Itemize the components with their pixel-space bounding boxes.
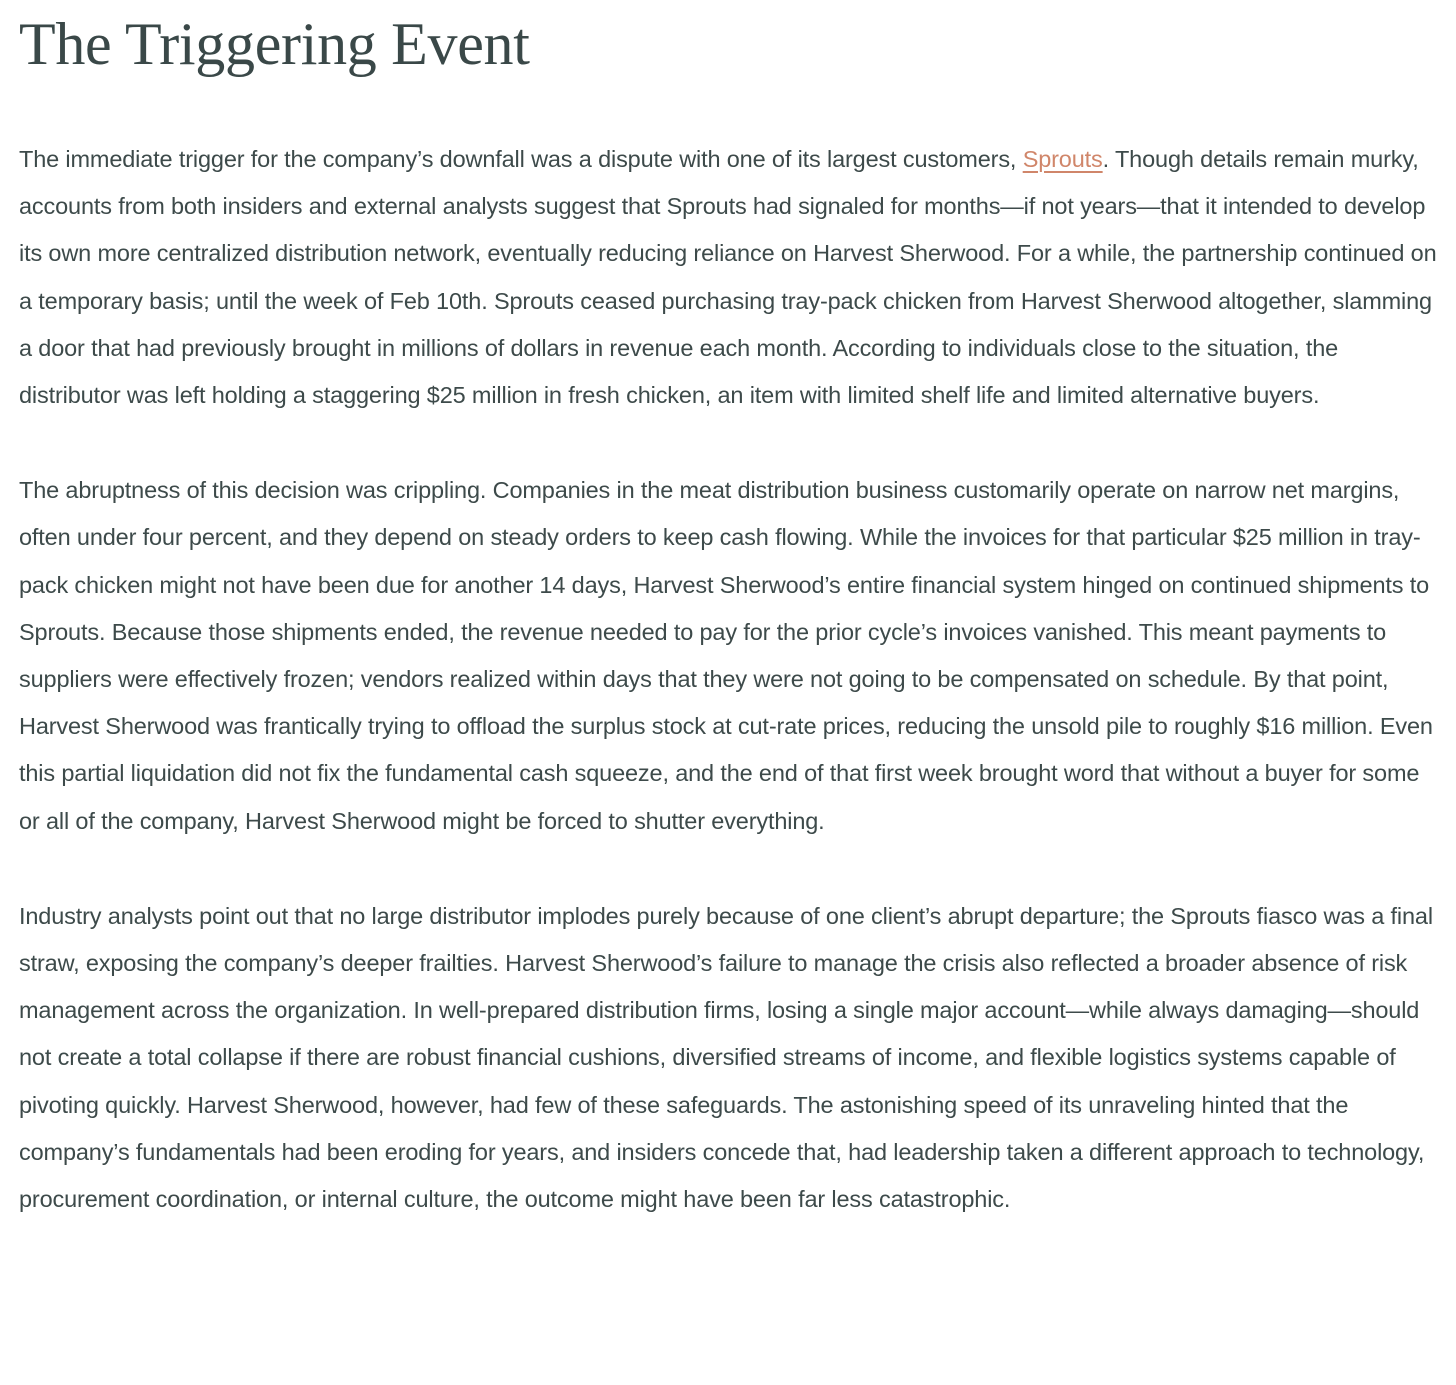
article-section bbox=[19, 0, 1441, 1223]
paragraph-1 bbox=[19, 136, 1441, 419]
sprouts-link[interactable]: Sprouts bbox=[1022, 146, 1103, 172]
paragraph-3: Industry analysts point out that no large distributor implodes purely because of one client’s abrupt departure; the Sprouts fiasco was a final straw, exposing the company’s deeper frailties. Harvest Sherwood’s failure to manage the crisis also reflected a broader absence of risk management across the organization. In well-prepared distribution firms, losing a single major account—while always damaging—should not create a total collapse if there are robust financial cushions, diversified streams of income, and flexible logistics systems capable of pivoting quickly. Harvest Sherwood, however, had few of these safeguards. The astonishing speed of its unraveling hinted that the company’s fundamentals had been eroding for years, and insiders concede that, had leadership taken a different approach to technology, procurement coordination, or internal culture, the outcome might have been far less catastrophic. bbox=[19, 902, 1433, 1213]
paragraph-1-text-end: . Though details remain murky, accounts from both insiders and external analysts suggest that Sprouts had signaled for months—if not years—that it intended to develop its own more centralized distribution network, eventually reducing reliance on Harvest Sherwood. For a while, the partnership continued on a temporary basis; until the week of Feb 10th. Sprouts ceased purchasing tray-pack chicken from Harvest Sherwood altogether, slamming a door that had previously brought in millions of dollars in revenue each month. According to individuals close to the situation, the distributor was left holding a staggering $25 million in fresh chicken, an item with limited shelf life and limited alternative buyers. bbox=[19, 146, 1437, 409]
section-heading: The Triggering Event bbox=[19, 11, 530, 77]
paragraph-2: The abruptness of this decision was crippling. Companies in the meat distribution business customarily operate on narrow net margins, often under four percent, and they depend on steady orders to keep cash flowing. While the invoices for that particular $25 million in tray-pack chicken might not have been due for another 14 days, Harvest Sherwood’s entire financial system hinged on continued shipments to Sprouts. Because those shipments ended, the revenue needed to pay for the prior cycle’s invoices vanished. This meant payments to suppliers were effectively frozen; vendors realized within days that they were not going to be compensated on schedule. By that point, Harvest Sherwood was frantically trying to offload the surplus stock at cut-rate prices, reducing the unsold pile to roughly $16 million. Even this partial liquidation did not fix the fundamental cash squeeze, and the end of that first week brought word that without a buyer for some or all of the company, Harvest Sherwood might be forced to shutter everything. bbox=[19, 477, 1433, 834]
paragraph-1-text-start: The immediate trigger for the company’s downfall was a dispute with one of its largest customers, bbox=[19, 146, 1023, 172]
